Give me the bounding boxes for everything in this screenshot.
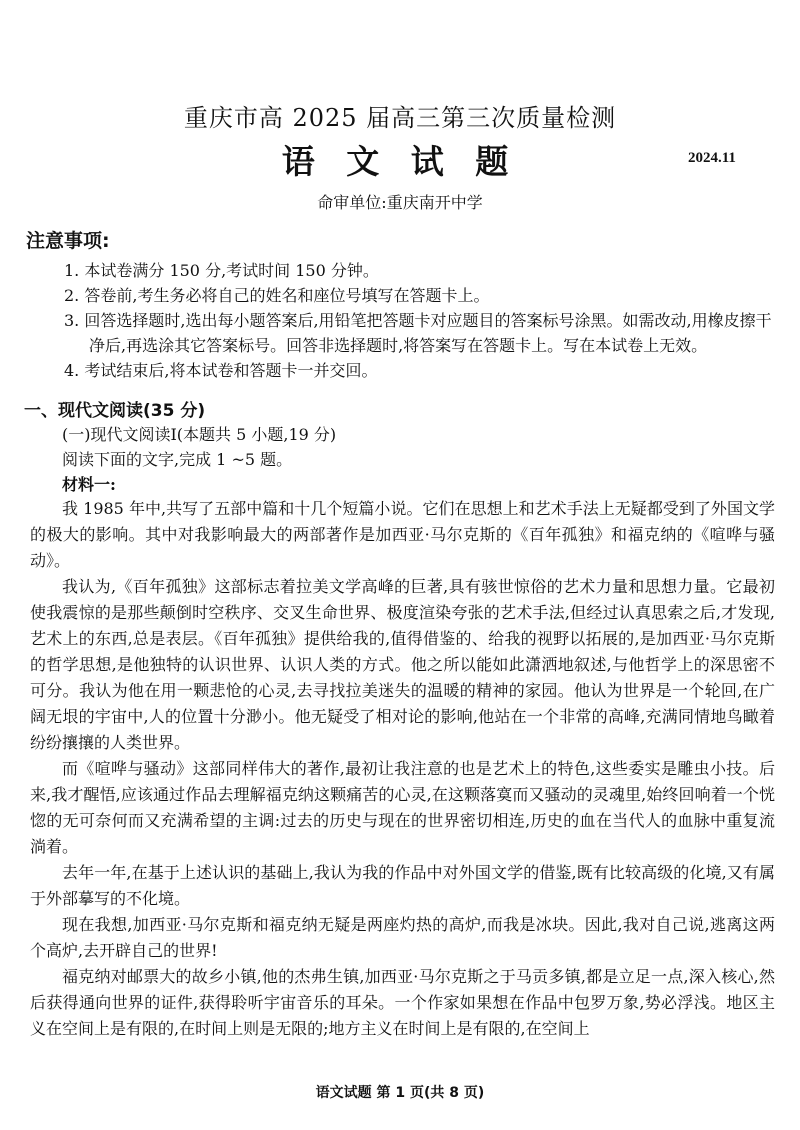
exam-title: 重庆市高 2025 届高三第三次质量检测 <box>183 104 617 132</box>
notice-list <box>64 258 780 383</box>
issuing-unit: 命审单位:重庆南开中学 <box>317 193 483 212</box>
section-title: 一、现代文阅读(35 分) <box>24 401 206 421</box>
exam-date: 2024.11 <box>688 150 736 166</box>
notice-item: 1. 本试卷满分 150 分,考试时间 150 分钟。 <box>64 261 379 280</box>
subsection-title: (一)现代文阅读Ⅰ(本题共 5 小题,19 分) <box>62 425 337 444</box>
notice-title: 注意事项: <box>26 230 110 252</box>
paragraph: 而《喧哗与骚动》这部同样伟大的著作,最初让我注意的也是艺术上的特色,这些委实是雕虫小技。后来,我才醒悟,应该通过作品去理解福克纳这颗痛苦的心灵,在这颗落寞而又骚动的灵魂里,始终回响着一个恍惚的无可奈何而又充满希望的主调:过去的历史与现在的世界密切相连,历史的血在当代人的血脉中重复流淌着。 <box>30 759 775 856</box>
notice-item: 4. 考试结束后,将本试卷和答题卡一并交回。 <box>64 361 378 380</box>
paragraph: 我认为,《百年孤独》这部标志着拉美文学高峰的巨著,具有骇世惊俗的艺术力量和思想力量。它最初使我震惊的是那些颠倒时空秩序、交叉生命世界、极度渲染夸张的艺术手法,但经过认真思索之后,才发现,艺术上的东西,总是表层。《百年孤独》提供给我的,值得借鉴的、给我的视野以拓展的,是加西亚·马尔克斯的哲学思想,是他独特的认识世界、认识人类的方式。他之所以能如此潇洒地叙述,与他哲学上的深思密不可分。我认为他在用一颗悲怆的心灵,去寻找拉美迷失的温暖的精神的家园。他认为世界是一个轮回,在广阔无垠的宇宙中,人的位置十分渺小。他无疑受了相对论的影响,他站在一个非常的高峰,充满同情地鸟瞰着纷纷攘攘的人类世界。 <box>30 577 775 752</box>
page-footer: 语文试题 第 1 页(共 8 页) <box>315 1085 485 1101</box>
material-text <box>30 496 775 1042</box>
material-label: 材料一: <box>62 475 116 494</box>
paragraph: 去年一年,在基于上述认识的基础上,我认为我的作品中对外国文学的借鉴,既有比较高级的化境,又有属于外部摹写的不化境。 <box>30 863 775 908</box>
paragraph: 我 1985 年中,共写了五部中篇和十几个短篇小说。它们在思想上和艺术手法上无疑都受到了外国文学的极大的影响。其中对我影响最大的两部著作是加西亚·马尔克斯的《百年孤独》和福克纳的《喧哗与骚动》。 <box>30 499 775 570</box>
notice-item: 3. 回答选择题时,选出每小题答案后,用铅笔把答题卡对应题目的答案标号涂黑。如需改动,用橡皮擦干净后,再选涂其它答案标号。回答非选择题时,将答案写在答题卡上。写在本试卷上无效。 <box>64 311 772 355</box>
reading-instruction: 阅读下面的文字,完成 1 ~5 题。 <box>62 450 293 469</box>
paragraph: 现在我想,加西亚·马尔克斯和福克纳无疑是两座灼热的高炉,而我是冰块。因此,我对自己说,逃离这两个高炉,去开辟自己的世界! <box>30 915 775 960</box>
subject-title: 语 文 试 题 <box>281 142 519 181</box>
notice-item: 2. 答卷前,考生务必将自己的姓名和座位号填写在答题卡上。 <box>64 286 490 305</box>
paragraph: 福克纳对邮票大的故乡小镇,他的杰弗生镇,加西亚·马尔克斯之于马贡多镇,都是立足一点,深入核心,然后获得通向世界的证件,获得聆听宇宙音乐的耳朵。一个作家如果想在作品中包罗万象,势必浮浅。地区主义在空间上是有限的,在时间上则是无限的;地方主义在时间上是有限的,在空间上 <box>30 967 775 1038</box>
